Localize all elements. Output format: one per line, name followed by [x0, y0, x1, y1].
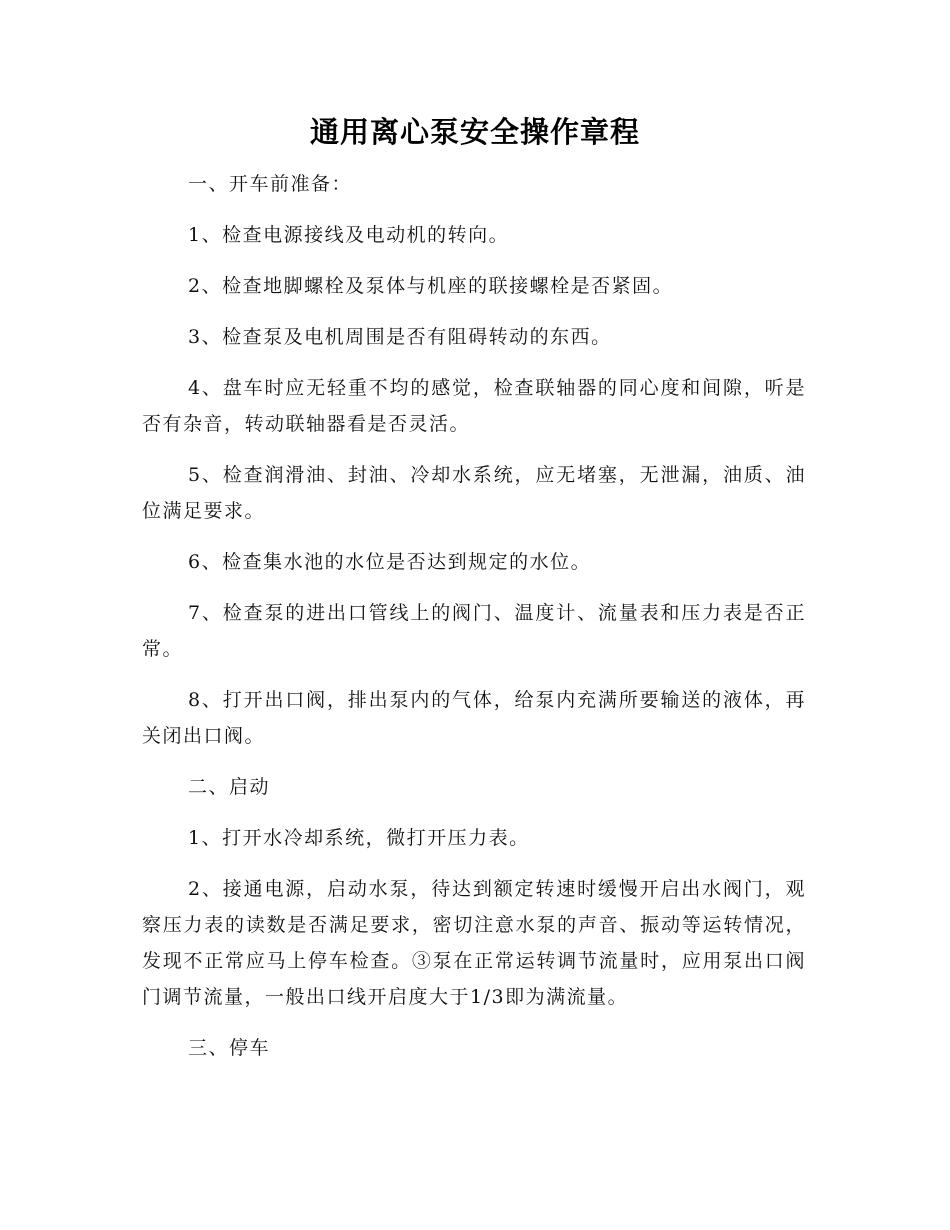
section-heading-start: 二、启动: [188, 776, 271, 798]
paragraph-prep-2: 2、检查地脚螺栓及泵体与机座的联接螺栓是否紧固。: [188, 275, 674, 297]
paragraph-prep-3: 3、检查泵及电机周围是否有阻碍转动的东西。: [188, 326, 612, 348]
paragraph-prep-1: 1、检查电源接线及电动机的转向。: [188, 224, 510, 246]
document-body: [142, 166, 806, 1081]
paragraph-prep-5: 5、检查润滑油、封油、冷却水系统，应无堵塞，无泄漏，油质、油位满足要求。: [142, 464, 806, 522]
section-heading-prep: 一、开车前准备：: [188, 173, 353, 195]
paragraph-prep-4: 4、盘车时应无轻重不均的感觉，检查联轴器的同心度和间隙，听是否有杂音，转动联轴器看是否灵活。: [142, 377, 806, 435]
paragraph-prep-6: 6、检查集水池的水位是否达到规定的水位。: [188, 551, 592, 573]
paragraph-start-1: 1、打开水冷却系统，微打开压力表。: [188, 827, 530, 849]
paragraph-start-2: 2、接通电源，启动水泵，待达到额定转速时缓慢开启出水阀门，观察压力表的读数是否满足要求，密切注意水泵的声音、振动等运转情况，发现不正常应马上停车检查。③泵在正常运转调节流量时，应用泵出口阀门调节流量，一般出口线开启度大于1/3即为满流量。: [142, 878, 806, 1008]
paragraph-prep-8: 8、打开出口阀，排出泵内的气体，给泵内充满所要输送的液体，再关闭出口阀。: [142, 689, 806, 747]
document-title: 通用离心泵安全操作章程: [309, 115, 640, 149]
paragraph-prep-7: 7、检查泵的进出口管线上的阀门、温度计、流量表和压力表是否正常。: [142, 602, 806, 660]
section-heading-stop: 三、停车: [188, 1037, 271, 1059]
